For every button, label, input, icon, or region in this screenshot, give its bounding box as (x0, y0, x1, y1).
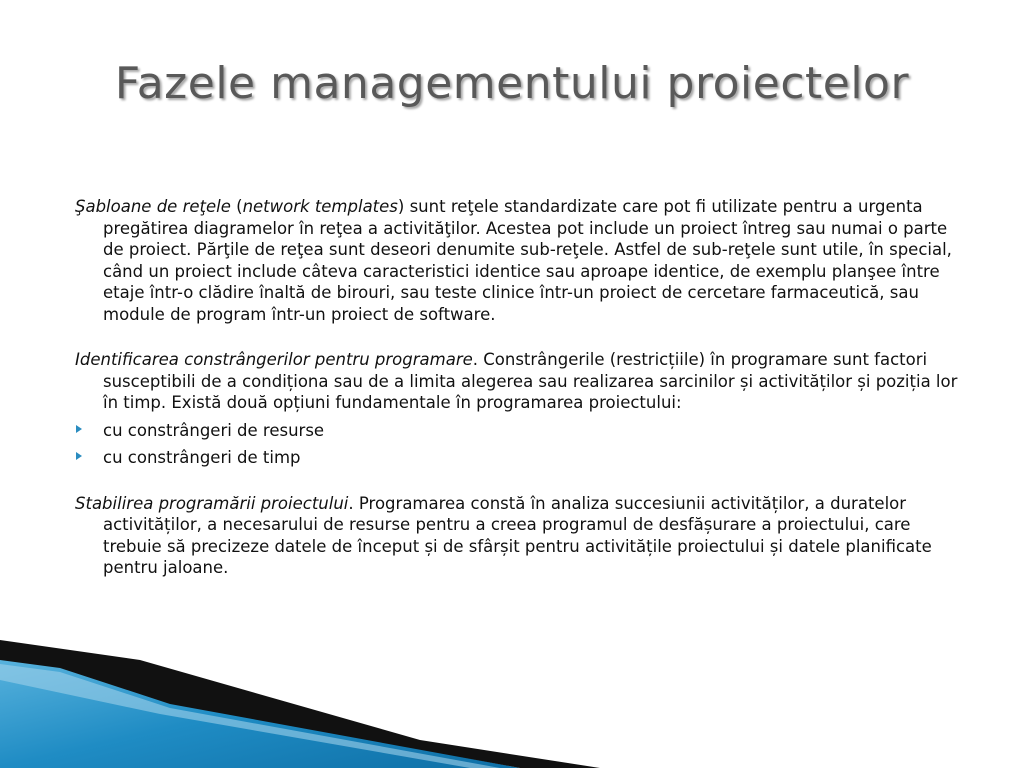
paragraph-text: . Constrângerile (restricțiile) în programare sunt factori susceptibili de a condiționa sau de a limita alegerea sau realizarea sarcinilor și activităților și poziția lor în timp. Există două opțiuni fundamentale în programarea proiectului: (103, 350, 958, 412)
bullet-label: cu constrângeri de resurse (103, 420, 325, 440)
paragraph-term: network templates (242, 197, 398, 216)
paragraph-lead: Stabilirea programării proiectului (75, 493, 349, 513)
paragraph-lead: Şabloane de reţele (75, 197, 231, 216)
slide-title: Fazele managementului proiectelor (114, 58, 910, 109)
paragraph-paren: ( (230, 197, 243, 216)
paragraph-lead: Identificarea constrângerilor pentru programare (75, 350, 473, 369)
bullet-label: cu constrângeri de timp (103, 448, 301, 467)
paragraph-text: . Programarea constă în analiza succesiunii activităților, a duratelor activităților, a necesarului de resurse pentru a creea programul de desfășurare a proiectului, care trebuie să precizeze datele de început și de sfârșit pentru activitățile proiectului și datele planificate pentru jaloane. (103, 493, 932, 577)
paragraph-text: ) sunt reţele standardizate care pot fi utilizate pentru a urgenta pregătirea diagramelor în reţea a activităţilor. Acestea pot include un proiect întreg sau numai o parte de proiect. Părţile de reţea sunt deseori denumite sub-reţele. Astfel de sub-reţele sunt utile, în special, când un proiect include câteva caracteristici identice sau aproape identice, de exemplu planşee între etaje într-o clădire înaltă de birouri, sau teste clinice într-un proiect de cercetare farmaceutică, sau module de program într-un proiect de software. (103, 197, 952, 324)
